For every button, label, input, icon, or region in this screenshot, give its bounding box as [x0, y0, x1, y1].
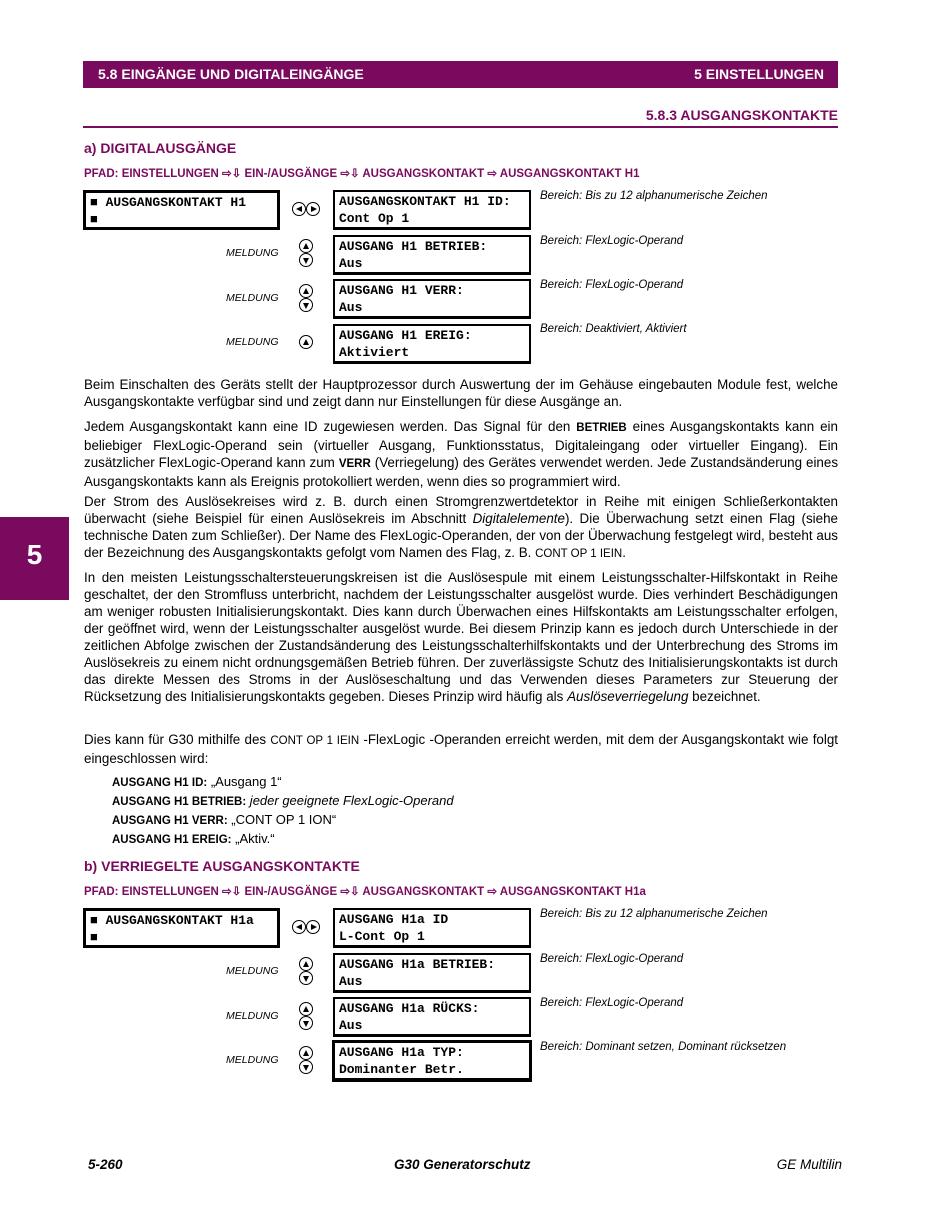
setting-name: AUSGANG H1 BETRIEB: — [339, 239, 488, 254]
assignment-key: AUSGANG H1 EREIG: — [112, 834, 232, 846]
section-a-path: PFAD: EINSTELLUNGEN ⇨⇩ EIN-/AUSGÄNGE ⇨⇩ AUSGANGSKONTAKT ⇨ AUSGANGSKONTAKT H1 — [84, 168, 640, 180]
section-a-menu-header-line1: ■ AUSGANGSKONTAKT H1 — [90, 195, 247, 210]
text: eines Ausgangskontakts kann ein beliebiger FlexLogic-Operand sein (virtueller Ausgang, Funktionsstatus, Digitaleingang oder virtueller Eingang). Ein zusätzlicher FlexLogic-Operand kann zum — [84, 419, 838, 470]
section-b-menu-header-display — [83, 908, 280, 948]
assignment-value: „Aktiv.“ — [231, 831, 275, 846]
page-header — [83, 61, 838, 88]
up-arrow-icon[interactable] — [299, 284, 313, 298]
setting-range: Bereich: FlexLogic-Operand — [540, 953, 684, 965]
operand-ref: CONT OP 1 IEIN — [535, 548, 623, 560]
up-arrow-icon[interactable] — [299, 239, 313, 253]
document-title: G30 Generatorschutz — [394, 1157, 531, 1172]
setting-name: AUSGANG H1a ID — [339, 912, 449, 927]
setting-range: Bereich: Bis zu 12 alphanumerische Zeichen — [540, 190, 768, 202]
left-arrow-icon[interactable] — [292, 202, 306, 216]
up-down-keys[interactable] — [299, 284, 317, 312]
text: Jedem Ausgangskontakt kann eine ID zugewiesen werden. Das Signal für den — [84, 419, 577, 434]
assignment-item — [112, 830, 454, 849]
setting-value: Aktiviert — [339, 345, 410, 360]
setting-value: Aus — [339, 300, 363, 315]
setting-display — [333, 190, 531, 230]
message-label: MELDUNG — [226, 1054, 279, 1066]
up-arrow-icon[interactable] — [299, 957, 313, 971]
term: Auslöseverriegelung — [567, 689, 689, 704]
setting-value: Dominanter Betr. — [339, 1062, 464, 1077]
down-arrow-icon[interactable] — [299, 1016, 313, 1030]
setting-name: AUSGANG H1a RÜCKS: — [339, 1001, 480, 1016]
setting-range: Bereich: Dominant setzen, Dominant rücksetzen — [540, 1041, 787, 1053]
header-section-title: 5.8 EINGÄNGE UND DIGITALEINGÄNGE — [98, 66, 364, 82]
paragraph — [84, 569, 838, 705]
paragraph: Beim Einschalten des Geräts stellt der Hauptprozessor durch Auswertung der im Gehäuse eingebauten Module fest, welche Ausgangskontakte verfügbar sind und zeigt dann nur Einstellungen für diese Ausgänge an. — [84, 377, 838, 409]
setting-range: Bereich: FlexLogic-Operand — [540, 235, 684, 247]
operand-ref: CONT OP 1 IEIN — [270, 735, 360, 747]
up-down-keys[interactable] — [299, 957, 317, 985]
right-arrow-icon[interactable] — [306, 920, 320, 934]
left-arrow-icon[interactable] — [292, 920, 306, 934]
right-arrow-icon[interactable] — [306, 202, 320, 216]
text: In den meisten Leistungsschaltersteuerungskreisen ist die Auslösespule mit einem Leistungsschalter-Hilfskontakt in Reihe geschaltet, der den Stromfluss unterbricht, nachdem der Leistungsschalter ausgelöst wurde. Dies verhindert Beschädigungen am weniger robusten Initialisierungskontakt. Dies kann durch Überwachen eines Hilfskontakts am Leistungsschalter erfolgen, der geöffnet wird, wenn der Leistungsschalter ausgelöst wurde. Bei diesem Prinzip kann es jedoch durch Unterschiede in der zeitlichen Abfolge zwischen der Zustandsänderung des Leistungsschalterhilfskontakts und der Unterbrechung des Stroms im Auslösekreis zu einem nicht ordnungsgemäßen Betrieb führen. Der zuverlässigste Schutz des Initialisierungskontakts ist durch das direkte Messen des Stroms in der Auslöseschaltung und das Verwenden dieses Parameters zur Steuerung der Rücksetzung des Initialisierungskontakts gegeben. Dieses Prinzip wird häufig als — [84, 570, 838, 704]
assignment-value: „Ausgang 1“ — [207, 774, 282, 789]
setting-value: Cont Op 1 — [339, 211, 410, 226]
setting-value: L-Cont Op 1 — [339, 929, 425, 944]
down-arrow-icon[interactable] — [299, 971, 313, 985]
section-b-title: b) VERRIEGELTE AUSGANGSKONTAKTE — [84, 858, 360, 874]
text: . — [622, 545, 626, 560]
assignment-key: AUSGANG H1 VERR: — [112, 815, 228, 827]
text: Dies kann für G30 mithilfe des — [84, 732, 271, 747]
assignment-item — [112, 792, 454, 811]
assignment-key: AUSGANG H1 BETRIEB: — [112, 796, 247, 808]
setting-range: Bereich: FlexLogic-Operand — [540, 279, 684, 291]
up-arrow-icon[interactable] — [299, 335, 313, 349]
up-down-keys[interactable] — [299, 1002, 317, 1030]
page-number: 5-260 — [88, 1157, 123, 1172]
up-key[interactable] — [299, 335, 317, 349]
publisher-name: GE Multilin — [776, 1157, 842, 1172]
paragraph — [84, 731, 838, 767]
down-arrow-icon[interactable] — [299, 253, 313, 267]
assignment-key: AUSGANG H1 ID: — [112, 777, 208, 789]
setting-display — [333, 1041, 531, 1081]
chapter-tab: 5 — [0, 517, 69, 600]
setting-display — [333, 953, 531, 993]
setting-display — [333, 324, 531, 364]
section-b-menu-header-line1: ■ AUSGANGSKONTAKT H1a — [90, 913, 254, 928]
down-arrow-icon[interactable] — [299, 298, 313, 312]
paragraph — [84, 418, 838, 490]
left-right-keys[interactable] — [292, 920, 324, 936]
left-right-keys[interactable] — [292, 202, 324, 218]
assignment-list — [112, 773, 454, 849]
text: Der Strom des Auslösekreises wird z. B. durch einen Stromgrenzwertdetektor in Reihe mit einigen Schließerkontakten überwacht (siehe Beispiel für einen Auslösekreis im Abschnitt — [84, 494, 838, 526]
message-label: MELDUNG — [226, 965, 279, 977]
section-b-path: PFAD: EINSTELLUNGEN ⇨⇩ EIN-/AUSGÄNGE ⇨⇩ AUSGANGSKONTAKT ⇨ AUSGANGSKONTAKT H1a — [84, 886, 646, 898]
setting-range: Bereich: Deaktiviert, Aktiviert — [540, 323, 687, 335]
setting-display — [333, 997, 531, 1037]
header-chapter-title: 5 EINSTELLUNGEN — [694, 66, 824, 82]
section-a-menu-header-display — [83, 190, 280, 230]
message-label: MELDUNG — [226, 292, 279, 304]
paragraph — [84, 493, 838, 563]
section-ref: Digitalelemente — [472, 511, 565, 526]
down-arrow-icon[interactable] — [299, 1060, 313, 1074]
text: (Verriegelung) des Gerätes verwendet werden. Jede Zustandsänderung eines Ausgangskontakts kann als Ereignis protokolliert werden, wenn dies so programmiert wird. — [84, 455, 839, 489]
setting-name: AUSGANGSKONTAKT H1 ID: — [339, 194, 511, 209]
setting-range: Bereich: Bis zu 12 alphanumerische Zeichen — [540, 908, 768, 920]
setting-ref: VERR — [338, 458, 371, 470]
setting-value: Aus — [339, 974, 363, 989]
setting-name: AUSGANG H1 EREIG: — [339, 328, 472, 343]
text: -FlexLogic -Operanden erreicht werden, mit dem der Ausgangskontakt wie folgt eingeschlossen wird: — [84, 732, 838, 766]
text: bezeichnet. — [688, 689, 761, 704]
assignment-item — [112, 773, 454, 792]
up-down-keys[interactable] — [299, 1046, 317, 1074]
setting-ref: BETRIEB — [576, 422, 627, 434]
section-a-menu-header-line2: ■ — [90, 212, 98, 227]
assignment-value: „CONT OP 1 ION“ — [227, 812, 337, 827]
assignment-value: jeder geeignete FlexLogic-Operand — [246, 793, 454, 808]
up-arrow-icon[interactable] — [299, 1046, 313, 1060]
setting-display — [333, 279, 531, 319]
up-arrow-icon[interactable] — [299, 1002, 313, 1016]
setting-name: AUSGANG H1a TYP: — [339, 1045, 464, 1060]
message-label: MELDUNG — [226, 336, 279, 348]
message-label: MELDUNG — [226, 247, 279, 259]
setting-name: AUSGANG H1 VERR: — [339, 283, 464, 298]
up-down-keys[interactable] — [299, 239, 317, 267]
text: ). Die Überwachung setzt einen Flag (siehe technische Daten zum Schließer). Der Name des FlexLogic-Operanden, der von der Überwachung festgelegt wird, besteht aus der Bezeichnung des Ausgangskontakts gefolgt vom Namen des Flag, z. B. — [84, 511, 838, 560]
message-label: MELDUNG — [226, 1010, 279, 1022]
setting-display — [333, 235, 531, 275]
setting-range: Bereich: FlexLogic-Operand — [540, 997, 684, 1009]
section-b-menu-header-line2: ■ — [90, 930, 98, 945]
subsection-title: 5.8.3 AUSGANGSKONTAKTE — [83, 107, 838, 128]
section-a-title: a) DIGITALAUSGÄNGE — [84, 140, 237, 156]
setting-value: Aus — [339, 256, 363, 271]
setting-value: Aus — [339, 1018, 363, 1033]
setting-name: AUSGANG H1a BETRIEB: — [339, 957, 496, 972]
setting-display — [333, 908, 531, 948]
assignment-item — [112, 811, 454, 830]
